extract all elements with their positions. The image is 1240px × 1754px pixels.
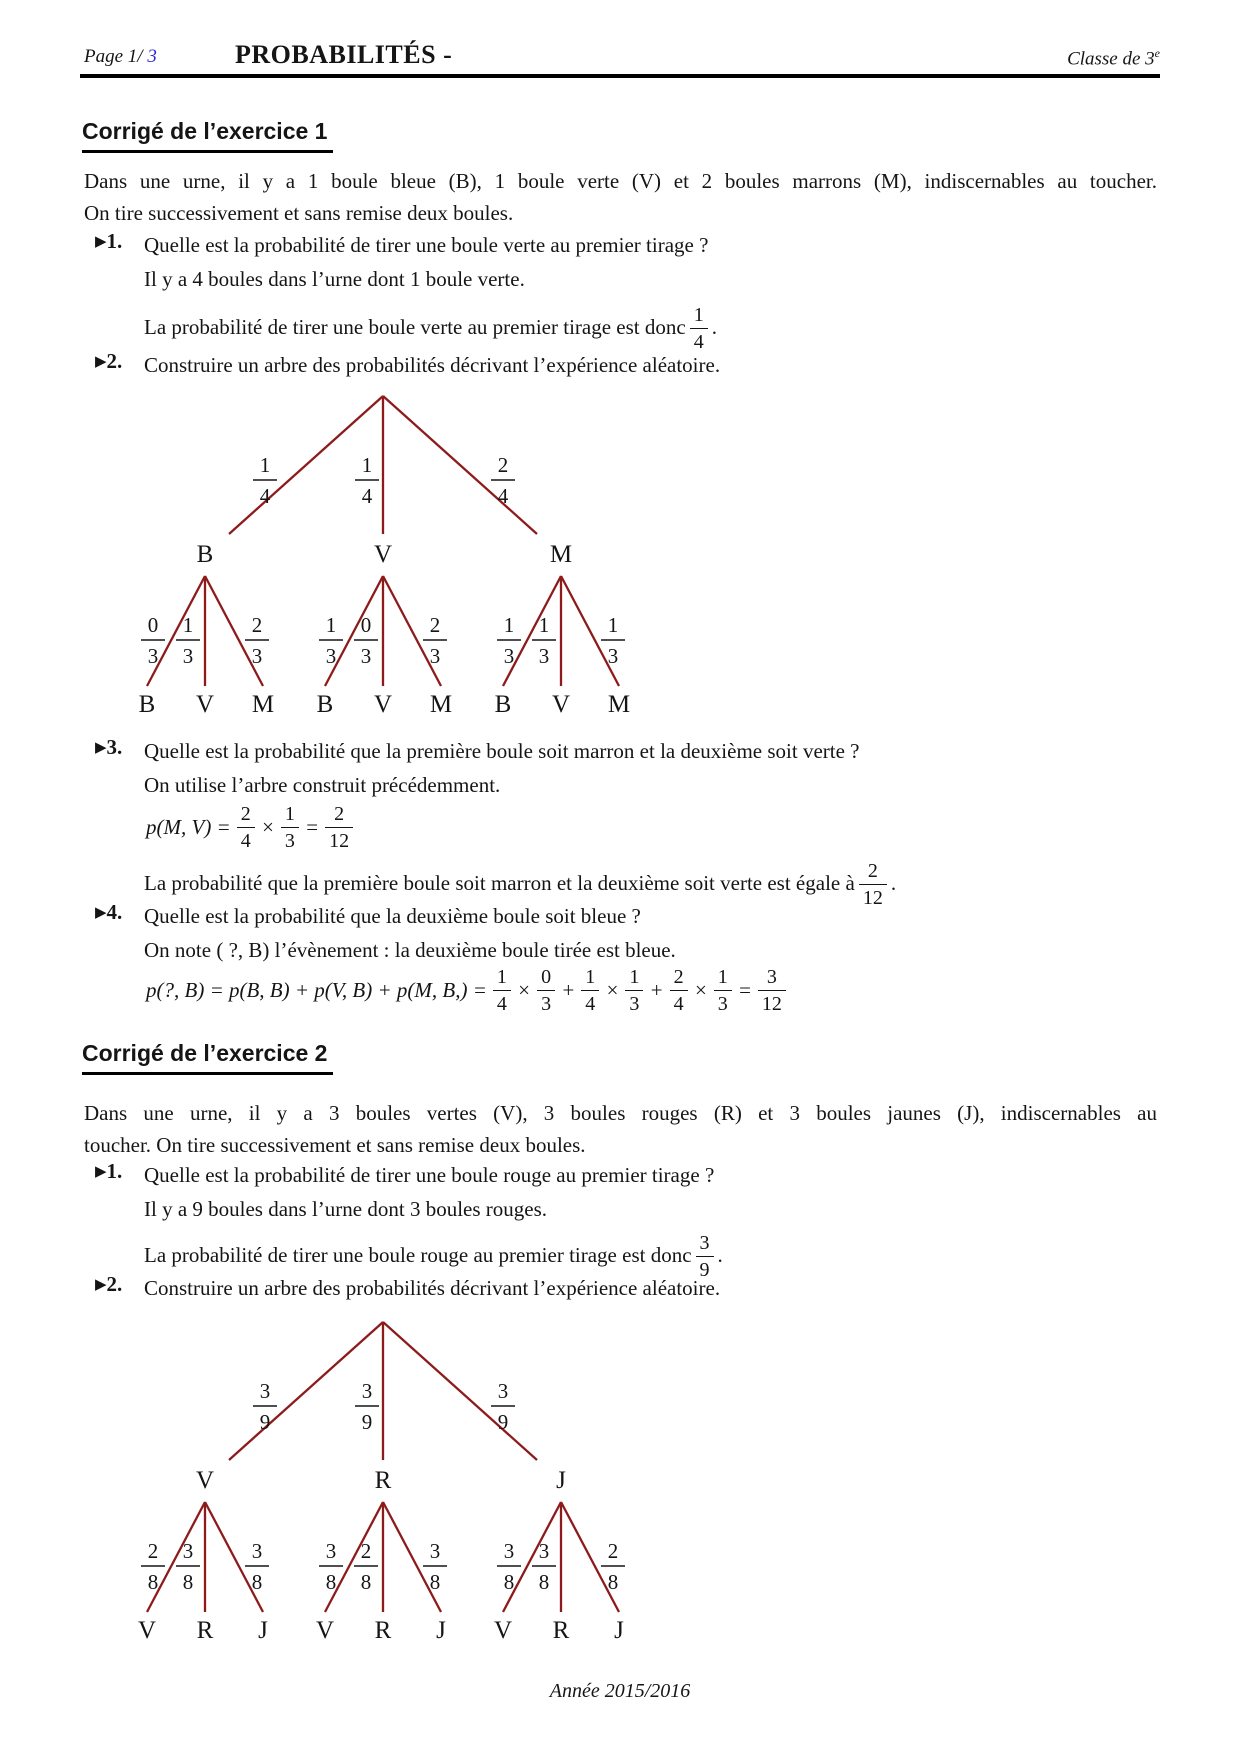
item-marker-1-1 xyxy=(95,229,122,254)
svg-text:3: 3 xyxy=(325,644,337,668)
svg-text:0: 0 xyxy=(360,613,372,637)
answer-1-3-line-1: On utilise l’arbre construit précédemment. xyxy=(144,773,501,797)
triangle-bullet-icon: ▶ xyxy=(95,1277,107,1293)
svg-text:B: B xyxy=(196,541,214,568)
svg-text:3: 3 xyxy=(429,1539,441,1563)
svg-text:R: R xyxy=(552,1617,570,1644)
svg-text:1: 1 xyxy=(503,613,515,637)
svg-text:4: 4 xyxy=(259,484,271,508)
page-label: Page 1/ xyxy=(84,46,143,67)
question-2-2: Construire un arbre des probabilités décrivant l’expérience aléatoire. xyxy=(144,1276,721,1300)
svg-text:1: 1 xyxy=(259,453,271,477)
item-marker-1-4 xyxy=(95,900,122,925)
svg-text:V: V xyxy=(373,691,393,718)
answer-text: La probabilité de tirer une boule verte au premier tirage est donc xyxy=(144,314,686,339)
classe-superscript: e xyxy=(1154,46,1160,60)
svg-text:9: 9 xyxy=(361,1410,373,1434)
exercise-1-intro-line-1: Dans une urne, il y a 1 boule bleue (B), 1 boule verte (V) et 2 boules marrons (M), indiscernables au toucher. xyxy=(84,169,1157,193)
item-number: 3. xyxy=(106,735,123,759)
svg-text:V: V xyxy=(195,691,215,718)
svg-text:8: 8 xyxy=(147,1570,159,1594)
svg-text:8: 8 xyxy=(538,1570,550,1594)
svg-text:V: V xyxy=(137,1617,157,1644)
answer-1-1-line-1: Il y a 4 boules dans l’urne dont 1 boule verte. xyxy=(144,267,525,291)
svg-text:3: 3 xyxy=(251,644,263,668)
inline-fraction: $\frac{1}{4}$ xyxy=(686,302,712,352)
svg-text:8: 8 xyxy=(251,1570,263,1594)
svg-text:3: 3 xyxy=(607,644,619,668)
svg-text:3: 3 xyxy=(259,1379,271,1403)
triangle-bullet-icon: ▶ xyxy=(95,1164,107,1180)
svg-text:3: 3 xyxy=(503,644,515,668)
svg-text:V: V xyxy=(195,1467,215,1494)
answer-text: La probabilité que la première boule soit marron et la deuxième soit verte est égale à xyxy=(144,870,855,895)
svg-text:1: 1 xyxy=(325,613,337,637)
svg-text:1: 1 xyxy=(182,613,194,637)
svg-text:1: 1 xyxy=(538,613,550,637)
svg-text:R: R xyxy=(196,1617,214,1644)
svg-text:3: 3 xyxy=(182,1539,194,1563)
svg-text:2: 2 xyxy=(147,1539,159,1563)
svg-text:V: V xyxy=(551,691,571,718)
item-marker-2-2 xyxy=(95,1272,122,1297)
footer-year: Année 2015/2016 xyxy=(549,1680,691,1702)
svg-text:2: 2 xyxy=(360,1539,372,1563)
svg-text:9: 9 xyxy=(497,1410,509,1434)
svg-text:4: 4 xyxy=(361,484,373,508)
svg-text:R: R xyxy=(374,1467,392,1494)
item-number: 1. xyxy=(106,1159,123,1183)
question-1-3: Quelle est la probabilité que la première boule soit marron et la deuxième soit verte ? xyxy=(144,739,860,763)
triangle-bullet-icon: ▶ xyxy=(95,354,107,370)
probability-tree-1 xyxy=(80,386,700,730)
question-1-1: Quelle est la probabilité de tirer une boule verte au premier tirage ? xyxy=(144,233,709,257)
svg-text:8: 8 xyxy=(607,1570,619,1594)
svg-text:3: 3 xyxy=(325,1539,337,1563)
svg-text:2: 2 xyxy=(251,613,263,637)
question-2-1: Quelle est la probabilité de tirer une boule rouge au premier tirage ? xyxy=(144,1163,715,1187)
exercise-2-intro-line-1: Dans une urne, il y a 3 boules vertes (V), 3 boules rouges (R) et 3 boules jaunes (J), indiscernables au xyxy=(84,1101,1157,1125)
item-number: 1. xyxy=(106,229,123,253)
classe-text: Classe de 3 xyxy=(1067,48,1155,70)
answer-1-4-line-1: On note ( ?, B) l’évènement : la deuxième boule tirée est bleue. xyxy=(144,938,676,962)
triangle-bullet-icon: ▶ xyxy=(95,905,107,921)
svg-text:J: J xyxy=(436,1617,446,1644)
svg-text:M: M xyxy=(251,691,275,718)
triangle-bullet-icon: ▶ xyxy=(95,740,107,756)
document-title: PROBABILITÉS - xyxy=(235,40,453,69)
exercise-1-intro-line-2: On tire successivement et sans remise deux boules. xyxy=(84,201,514,225)
svg-text:3: 3 xyxy=(503,1539,515,1563)
svg-text:8: 8 xyxy=(360,1570,372,1594)
svg-text:9: 9 xyxy=(259,1410,271,1434)
svg-text:R: R xyxy=(374,1617,392,1644)
inline-fraction: $\frac{3}{9}$ xyxy=(692,1230,718,1280)
exercise-1-heading: Corrigé de l’exercice 1 xyxy=(82,118,333,153)
svg-text:V: V xyxy=(315,1617,335,1644)
item-marker-2-1 xyxy=(95,1159,122,1184)
item-marker-1-3 xyxy=(95,735,122,760)
answer-text: La probabilité de tirer une boule rouge au premier tirage est donc xyxy=(144,1242,692,1267)
exercise-2-intro-line-2: toucher. On tire successivement et sans remise deux boules. xyxy=(84,1133,586,1157)
sentence-period: . xyxy=(717,1242,723,1267)
probability-equation-pb: p(?, B) = p(B, B) + p(V, B) + p(M, B,) = $\frac{1}{4}$ × $\frac{0}{3}$ + $\frac{1}{4}$ × $\frac{1}{3}$ + $\frac{2}{4}$ × $\frac{1}{3}$ = $\frac{3}{12}$ xyxy=(144,958,790,1022)
svg-text:3: 3 xyxy=(538,644,550,668)
page-indicator xyxy=(84,46,157,68)
svg-text:3: 3 xyxy=(497,1379,509,1403)
item-marker-1-2 xyxy=(95,349,122,374)
page-number: 3 xyxy=(147,46,157,67)
question-1-2: Construire un arbre des probabilités décrivant l’expérience aléatoire. xyxy=(144,353,721,377)
svg-text:8: 8 xyxy=(325,1570,337,1594)
question-1-4: Quelle est la probabilité que la deuxième boule soit bleue ? xyxy=(144,904,641,928)
svg-text:M: M xyxy=(429,691,453,718)
classe-label xyxy=(1067,46,1160,70)
svg-text:3: 3 xyxy=(147,644,159,668)
svg-text:8: 8 xyxy=(429,1570,441,1594)
item-number: 2. xyxy=(106,1272,123,1296)
svg-text:3: 3 xyxy=(538,1539,550,1563)
svg-text:V: V xyxy=(373,541,393,568)
svg-text:2: 2 xyxy=(497,453,509,477)
item-number: 4. xyxy=(106,900,123,924)
svg-text:V: V xyxy=(493,1617,513,1644)
svg-text:2: 2 xyxy=(607,1539,619,1563)
item-number: 2. xyxy=(106,349,123,373)
svg-text:B: B xyxy=(494,691,512,718)
svg-text:J: J xyxy=(614,1617,624,1644)
svg-text:4: 4 xyxy=(497,484,509,508)
header-rule xyxy=(80,74,1160,78)
sentence-period: . xyxy=(890,870,897,895)
svg-text:3: 3 xyxy=(360,644,372,668)
svg-text:2: 2 xyxy=(429,613,441,637)
svg-text:M: M xyxy=(549,541,573,568)
svg-text:8: 8 xyxy=(182,1570,194,1594)
svg-text:1: 1 xyxy=(361,453,373,477)
svg-text:3: 3 xyxy=(182,644,194,668)
answer-2-1-line-1: Il y a 9 boules dans l’urne dont 3 boules rouges. xyxy=(144,1197,548,1221)
svg-text:M: M xyxy=(607,691,631,718)
exercise-2-heading: Corrigé de l’exercice 2 xyxy=(82,1040,333,1075)
svg-text:B: B xyxy=(138,691,156,718)
svg-text:B: B xyxy=(316,691,334,718)
triangle-bullet-icon: ▶ xyxy=(95,234,107,250)
probability-tree-2 xyxy=(80,1312,700,1656)
svg-text:0: 0 xyxy=(147,613,159,637)
svg-text:3: 3 xyxy=(361,1379,373,1403)
svg-text:3: 3 xyxy=(429,644,441,668)
svg-text:J: J xyxy=(556,1467,566,1494)
svg-text:3: 3 xyxy=(251,1539,263,1563)
sentence-period: . xyxy=(711,314,717,339)
svg-text:8: 8 xyxy=(503,1570,515,1594)
svg-text:1: 1 xyxy=(607,613,619,637)
svg-text:J: J xyxy=(258,1617,268,1644)
inline-fraction: $\frac{2}{12}$ xyxy=(855,858,891,908)
probability-equation-pmv: p(M, V) = $\frac{2}{4}$ × $\frac{1}{3}$ = $\frac{2}{12}$ xyxy=(144,795,357,859)
